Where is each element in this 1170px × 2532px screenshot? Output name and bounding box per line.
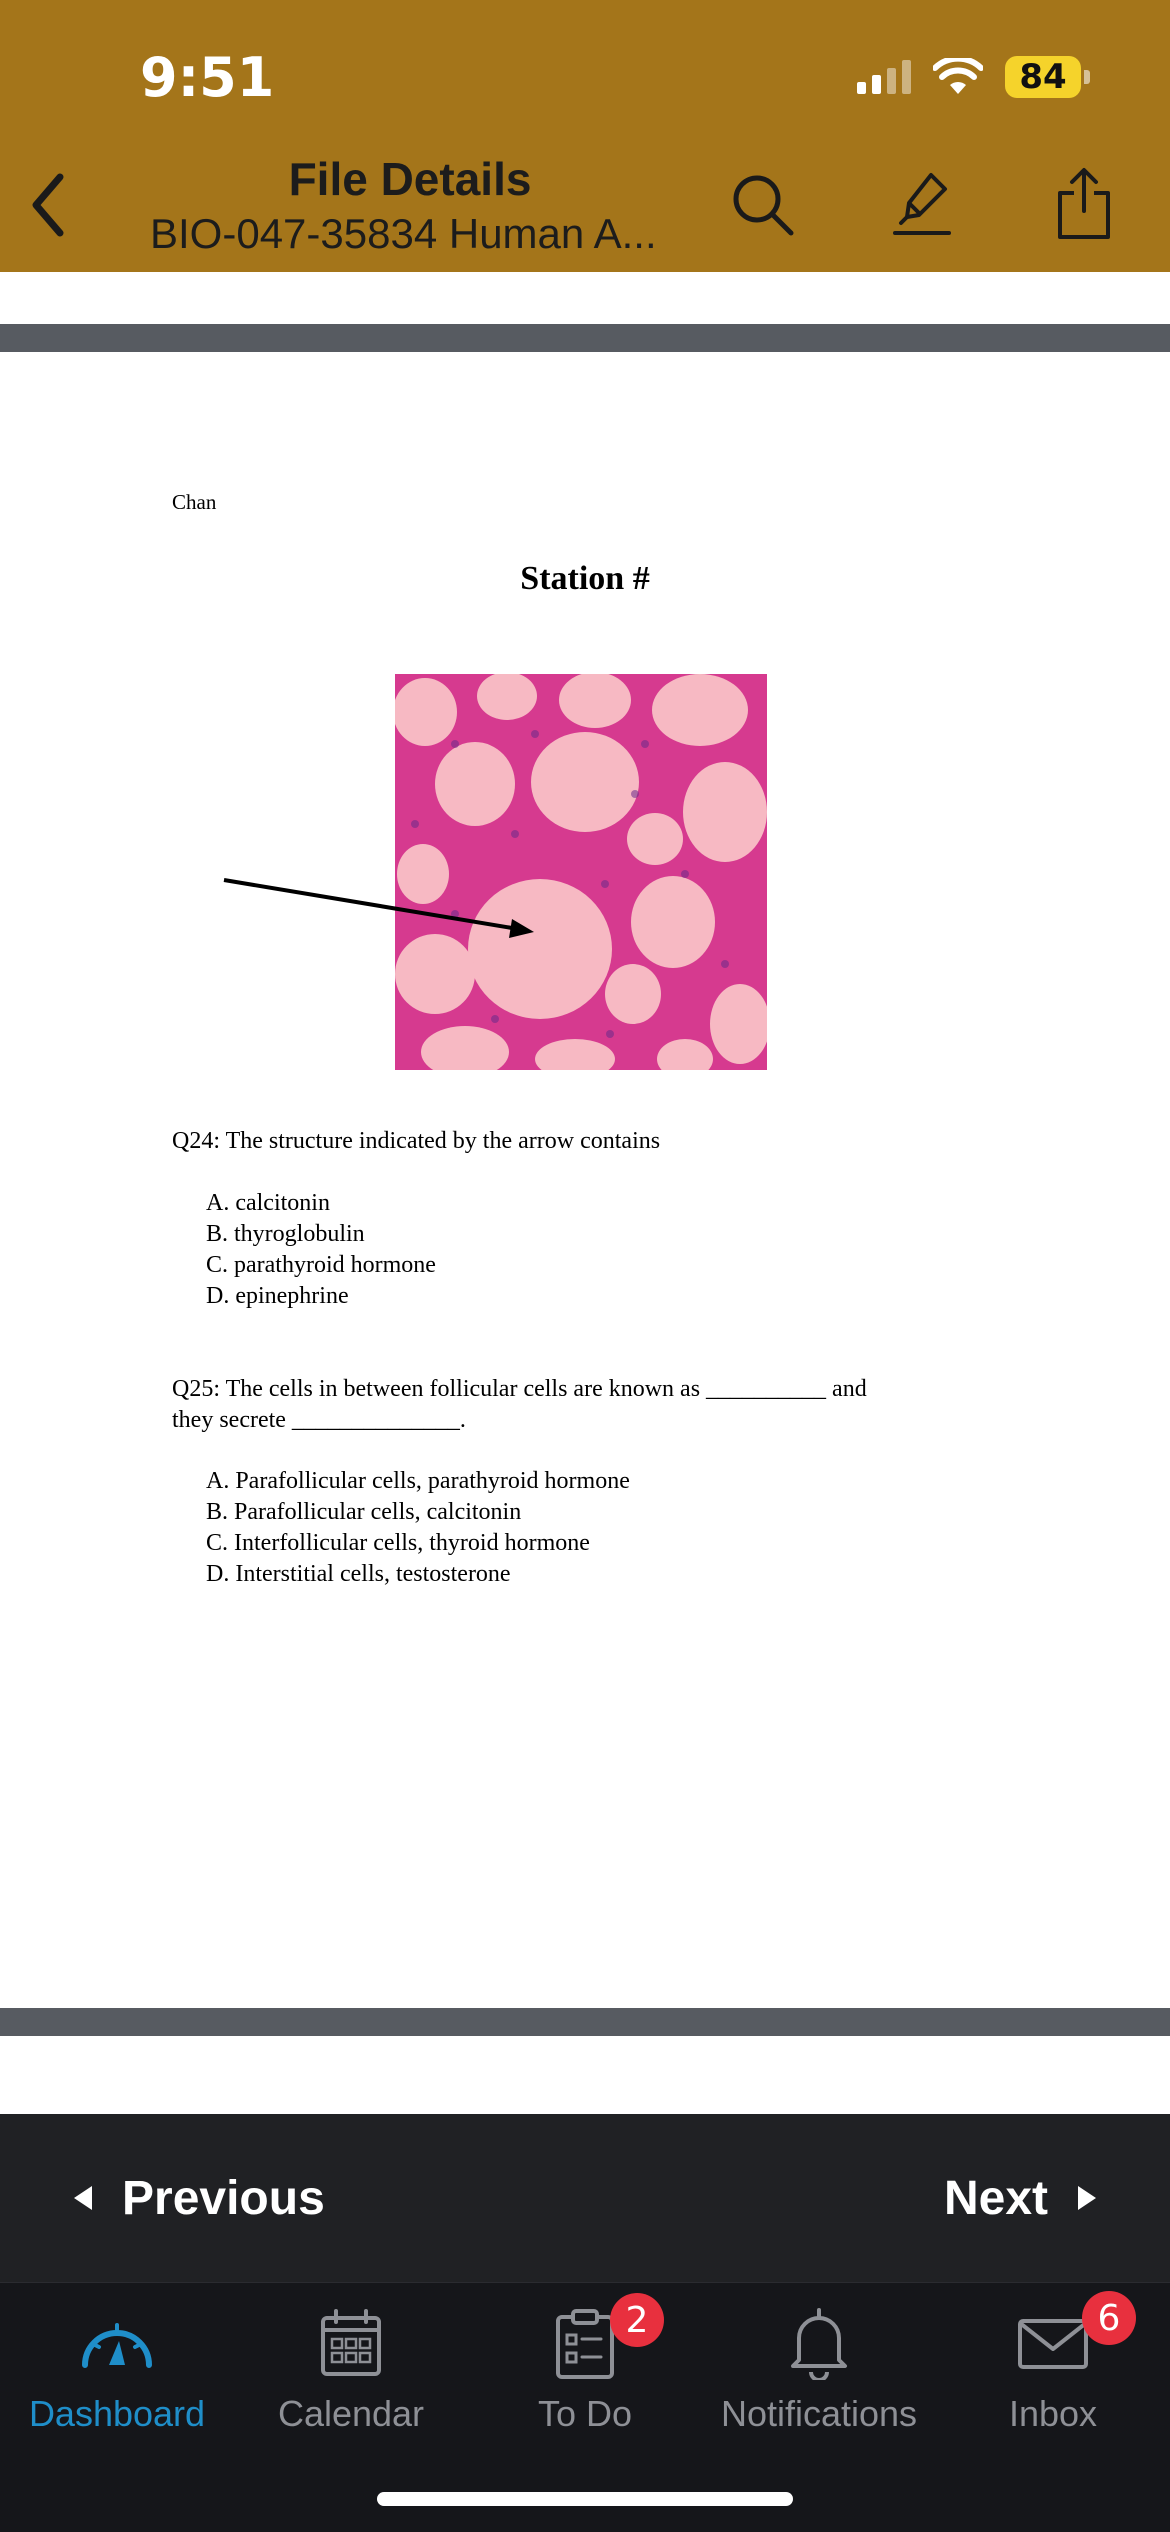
previous-label: Previous [122, 2171, 325, 2225]
share-button[interactable] [1044, 164, 1124, 244]
question-25-line2: they secrete ______________. [172, 1407, 466, 1433]
pointer-arrow [0, 352, 1170, 1352]
tab-notifications[interactable] [702, 2283, 936, 2443]
tab-calendar-label: Calendar [277, 2393, 425, 2434]
chevron-left-icon [28, 173, 68, 237]
status-icons [857, 52, 1090, 102]
question-24: Q24: The structure indicated by the arrow contains [172, 1128, 661, 1154]
file-name: BIO-047-35834 Human A... [150, 210, 657, 257]
q25-option-c: C. Interfollicular cells, thyroid hormone [206, 1530, 590, 1556]
calendar-icon [320, 2308, 382, 2378]
tab-inbox-label: Inbox [1008, 2393, 1098, 2434]
page-navigation [0, 2114, 1170, 2282]
tab-todo-label: To Do [537, 2393, 633, 2434]
home-indicator[interactable] [377, 2492, 793, 2506]
share-icon [1054, 167, 1114, 241]
annotate-button[interactable] [882, 164, 962, 244]
page-separator [0, 2008, 1170, 2036]
bell-icon [787, 2306, 851, 2380]
app-header [0, 0, 1170, 272]
highlighter-icon [891, 169, 953, 239]
q25-option-a: A. Parafollicular cells, parathyroid hormone [206, 1468, 630, 1494]
q25-option-d: D. Interstitial cells, testosterone [206, 1561, 511, 1587]
page-separator [0, 324, 1170, 352]
todo-icon [555, 2307, 615, 2379]
question-25 [172, 1374, 867, 1436]
q24-option-a: A. calcitonin [206, 1190, 330, 1216]
document-page[interactable] [0, 352, 1170, 2008]
back-button[interactable] [18, 170, 78, 240]
caret-right-icon [1076, 2184, 1098, 2212]
inbox-badge: 6 [1082, 2291, 1136, 2345]
tab-calendar[interactable] [234, 2283, 468, 2443]
todo-badge: 2 [610, 2293, 664, 2347]
question-25-options [206, 1466, 630, 1590]
tab-notifications-label: Notifications [720, 2393, 918, 2434]
cellular-signal-icon [857, 60, 911, 94]
q25-option-b: B. Parafollicular cells, calcitonin [206, 1499, 522, 1525]
next-button[interactable] [944, 2114, 1098, 2282]
station-heading: Station # [520, 560, 650, 597]
tab-dashboard[interactable] [0, 2283, 234, 2443]
mail-icon [1017, 2315, 1089, 2371]
dashboard-icon [79, 2315, 155, 2371]
tab-dashboard-label: Dashboard [28, 2393, 206, 2434]
next-label: Next [943, 2171, 1048, 2225]
battery-indicator [1005, 56, 1090, 98]
battery-level: 84 [1005, 56, 1081, 98]
search-button[interactable] [722, 164, 802, 244]
q24-option-b: B. thyroglobulin [206, 1221, 365, 1247]
caret-left-icon [72, 2184, 94, 2212]
previous-button[interactable] [72, 2114, 325, 2282]
question-24-options [206, 1188, 436, 1312]
search-icon [729, 171, 795, 237]
doc-author: Chan [172, 490, 217, 514]
q24-option-c: C. parathyroid hormone [206, 1252, 436, 1278]
q24-option-d: D. epinephrine [206, 1283, 349, 1309]
wifi-icon [933, 58, 983, 96]
page-title: File Details [288, 153, 532, 205]
question-25-line1: Q25: The cells in between follicular cells are known as __________ and [172, 1376, 867, 1402]
status-time: 9:51 [140, 46, 275, 109]
tab-inbox[interactable] [936, 2283, 1170, 2443]
tab-todo[interactable] [468, 2283, 702, 2443]
